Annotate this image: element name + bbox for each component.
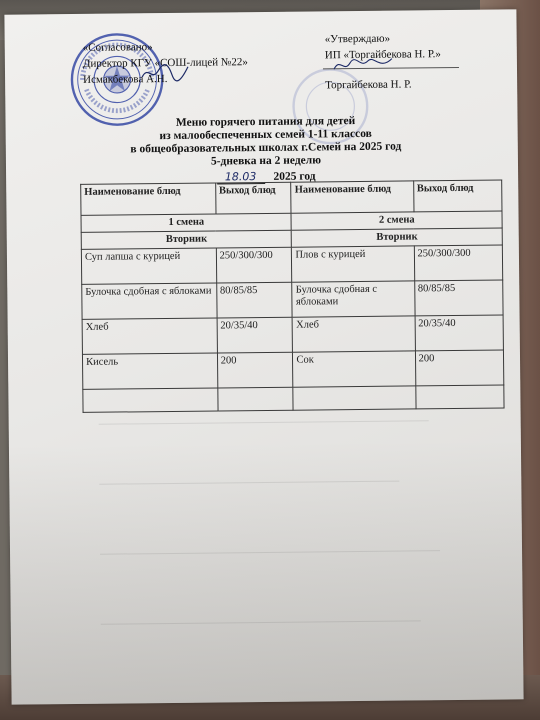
handwritten-date: 18.03	[217, 170, 265, 185]
day-1-label: Вторник	[81, 230, 292, 249]
empty-cell	[218, 387, 294, 411]
dish-1-name: Суп лапша с курицей	[81, 248, 216, 284]
dish-1-name: Хлеб	[82, 318, 217, 354]
header-dish-name-1: Наименование блюд	[81, 183, 216, 215]
empty-cell	[293, 386, 415, 410]
empty-cell	[415, 385, 504, 409]
title-line-1: Меню горячего питания для детей	[175, 115, 356, 129]
entrepreneur-name: Торгайбекова Н. Р.	[325, 78, 412, 92]
day-2-label: Вторник	[292, 228, 503, 247]
dish-1-portion: 80/85/85	[216, 282, 292, 318]
show-through-line	[100, 550, 440, 555]
header-portion-1: Выход блюд	[215, 182, 291, 214]
director-title: Директор КГУ «СОШ-лицей №22»	[82, 56, 248, 70]
paper-shadow	[9, 439, 524, 704]
approve-label: «Утверждаю»	[324, 32, 391, 46]
show-through-line	[99, 481, 399, 485]
dish-1-name: Булочка сдобная с яблоками	[82, 283, 217, 319]
dish-1-name: Кисель	[82, 353, 217, 389]
agreed-label: «Согласовано»	[82, 41, 153, 54]
dish-1-portion: 20/35/40	[217, 317, 293, 353]
document-title	[105, 114, 426, 169]
date-year: 2025 год	[273, 170, 316, 183]
show-through-line	[99, 420, 429, 424]
shift-1-label: 1 смена	[81, 213, 292, 232]
title-line-2: из малообеспеченных семей 1-11 классов	[159, 127, 372, 143]
dish-2-name: Булочка сдобная с яблоками	[292, 281, 414, 317]
table-row	[82, 315, 503, 354]
table-row	[82, 280, 503, 319]
header-portion-2: Выход блюд	[413, 180, 502, 212]
dish-2-name: Хлеб	[293, 316, 415, 352]
dish-2-portion: 80/85/85	[414, 280, 503, 316]
dish-2-portion: 250/300/300	[414, 245, 503, 281]
document-page	[4, 9, 523, 704]
dish-2-portion: 200	[415, 350, 504, 386]
dish-2-portion: 20/35/40	[415, 315, 504, 351]
table-row	[81, 245, 502, 284]
table-header-row	[81, 180, 502, 215]
title-line-4: 5-дневка на 2 неделю	[210, 154, 322, 168]
dish-2-name: Плов с курицей	[292, 246, 414, 282]
header-dish-name-2: Наименование блюд	[291, 181, 413, 213]
shift-2-label: 2 смена	[291, 211, 502, 230]
show-through-line	[101, 620, 421, 624]
dish-1-portion: 250/300/300	[216, 247, 292, 283]
dish-2-name: Сок	[293, 351, 415, 387]
empty-cell	[83, 388, 218, 412]
menu-table	[80, 179, 504, 412]
entrepreneur-title: ИП «Торгайбекова Н. Р.»	[324, 48, 441, 62]
director-name: Исмакбекова А.Н.	[83, 72, 168, 86]
dish-1-portion: 200	[217, 352, 293, 388]
title-line-3: в общеобразовательных школах г.Семей на 2025 год	[130, 140, 402, 156]
director-signature	[140, 61, 190, 84]
entrepreneur-signature	[330, 51, 400, 76]
table-row-empty	[83, 385, 504, 412]
table-row	[82, 350, 503, 389]
